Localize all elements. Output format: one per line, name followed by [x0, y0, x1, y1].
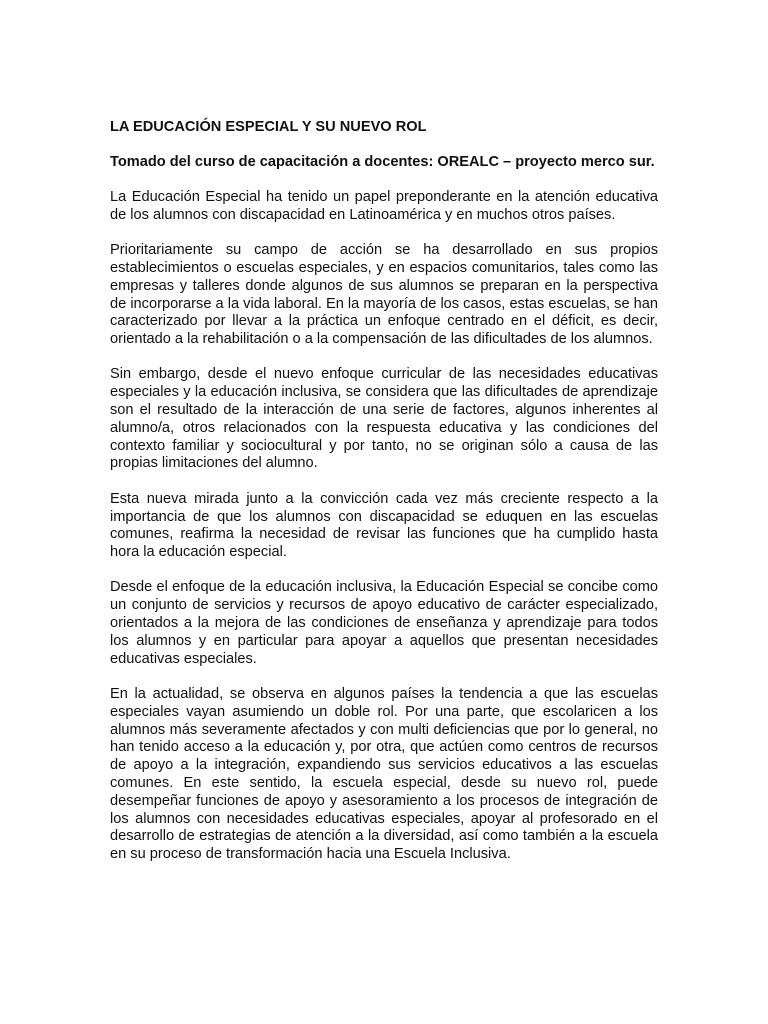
paragraph: Prioritariamente su campo de acción se ha desarrollado en sus propios establecimientos o escuelas especiales, y en espacios comunitarios, tales como las empresas y talleres donde algunos de sus alumnos se preparan en la perspectiva de incorporarse a la vida laboral. En la mayoría de los casos, estas escuelas, se han caracterizado por llevar a la práctica un enfoque centrado en el déficit, es decir, orientado a la rehabilitación o a la compensación de las dificultades de los alumnos. — [110, 242, 658, 348]
document-body — [110, 119, 658, 864]
paragraph: Esta nueva mirada junto a la convicción cada vez más creciente respecto a la importancia de que los alumnos con discapacidad se eduquen en las escuelas comunes, reafirma la necesidad de revisar las funciones que ha cumplido hasta hora la educación especial. — [110, 490, 658, 561]
paragraph: En la actualidad, se observa en algunos países la tendencia a que las escuelas especiales vayan asumiendo un doble rol. Por una parte, que escolaricen a los alumnos más severamente afectados y con multi deficiencias que por lo general, no han tenido acceso a la educación y, por otra, que actúen como centros de recursos de apoyo a la integración, expandiendo sus servicios educativos a las escuelas comunes. En este sentido, la escuela especial, desde su nuevo rol, puede desempeñar funciones de apoyo y asesoramiento a los procesos de integración de los alumnos con necesidades educativas especiales, apoyar al profesorado en el desarrollo de estrategias de atención a la diversidad, así como también a la escuela en su proceso de transformación hacia una Escuela Inclusiva. — [110, 685, 658, 863]
document-source: Tomado del curso de capacitación a docentes: OREALC – proyecto merco sur. — [110, 153, 655, 170]
paragraph: La Educación Especial ha tenido un papel preponderante en la atención educativa de los alumnos con discapacidad en Latinoamérica y en muchos otros países. — [110, 189, 658, 223]
document-title: LA EDUCACIÓN ESPECIAL Y SU NUEVO ROL — [110, 119, 427, 135]
paragraph: Sin embargo, desde el nuevo enfoque curricular de las necesidades educativas especiales y la educación inclusiva, se considera que las dificultades de aprendizaje son el resultado de la interacción de una serie de factores, algunos inherentes al alumno/a, otros relacionados con la respuesta educativa y las condiciones del contexto familiar y sociocultural y por tanto, no se originan sólo a causa de las propias limitaciones del alumno. — [110, 366, 658, 472]
paragraph: Desde el enfoque de la educación inclusiva, la Educación Especial se concibe como un conjunto de servicios y recursos de apoyo educativo de carácter especializado, orientados a la mejora de las condiciones de enseñanza y aprendizaje para todos los alumnos y en particular para apoyar a aquellos que presentan necesidades educativas especiales. — [110, 579, 658, 667]
